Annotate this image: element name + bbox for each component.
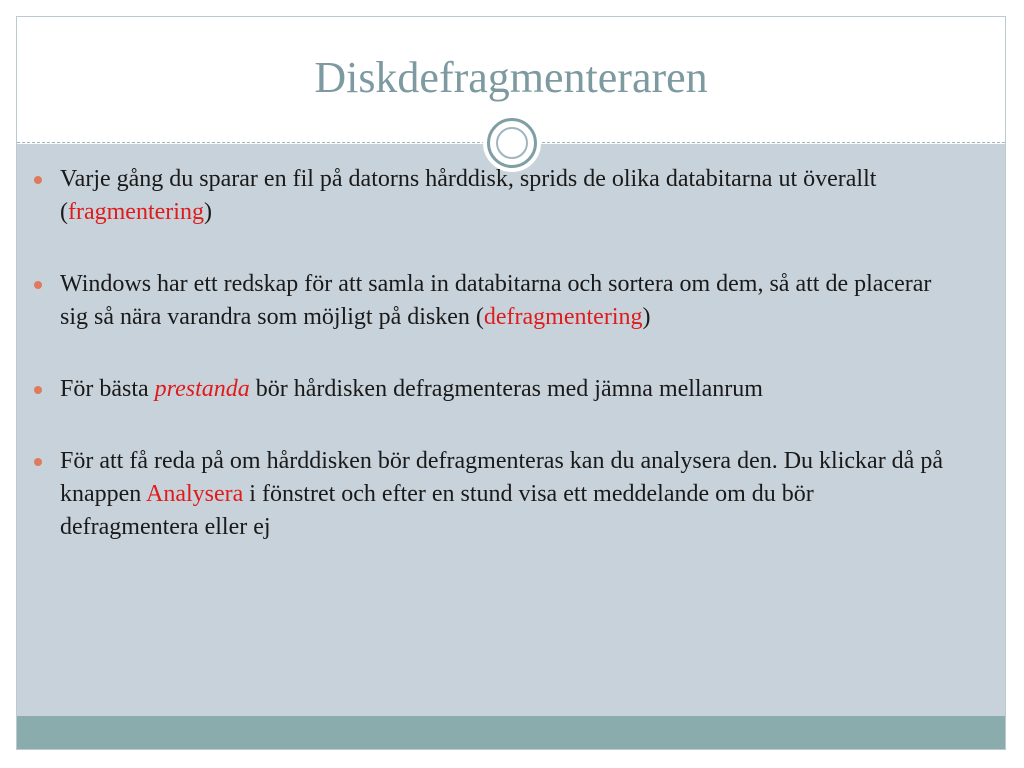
bullet-highlight: Analysera [145,481,244,507]
slide-title: Diskdefragmenteraren [314,53,708,102]
bullet-highlight: fragmentering [68,199,204,225]
ornament-outer-ring [487,118,537,168]
bullet-text-after: i fönstret och efter en stund visa ett meddelande om du bör defragmentera eller ej [60,481,814,540]
bullet-text-before: För att få reda på om hårddisken bör defragmenteras kan du analysera den. Du klickar då på knappen [60,448,943,507]
bullet-dot-icon [34,176,42,184]
bullet-text-after: bör hårdisken defragmenteras med jämna mellanrum [249,376,763,402]
bullet-item-2 [30,268,950,334]
bullet-text-before: Varje gång du sparar en fil på datorns hårddisk, sprids de olika databitarna ut överallt ( [60,166,877,225]
bullet-text-before: För bästa [60,376,155,402]
bullet-text-after: ) [642,304,651,330]
bullet-item-4 [30,445,950,544]
bullet-dot-icon [34,386,42,394]
bullet-dot-icon [34,281,42,289]
ornament-inner-ring [496,127,528,159]
bullet-list [30,163,950,544]
bullet-item-1 [30,163,950,229]
bullet-dot-icon [34,458,42,466]
bullet-item-3 [30,373,950,406]
bullet-highlight: defragmentering [483,304,643,330]
footer-band [17,716,1005,750]
bullet-text-before: Windows har ett redskap för att samla in databitarna och sortera om dem, så att de placerar sig så nära varandra som möjligt på disken ( [60,271,932,330]
bullet-text-after: ) [203,199,212,225]
bullet-highlight: prestanda [154,376,250,402]
